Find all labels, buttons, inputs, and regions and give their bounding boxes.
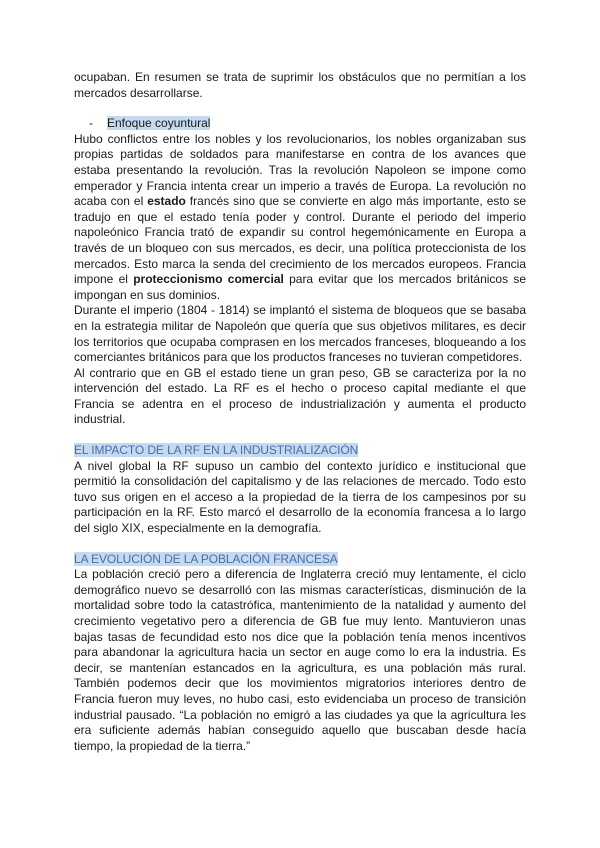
- spacer: [74, 537, 526, 552]
- spacer: [74, 101, 526, 116]
- text-run: Hubo conflictos entre los nobles y los revolucionarios, los nobles organizaban sus propias partidas de soldados para manifestarse en contra de los avances que estaba presentando la revolución. Tras la revolución Napoleon se impone como emperador y Francia intenta crear un imperio a través de Europa. La revolución no acaba con el: [74, 131, 526, 209]
- bold-term-estado: estado: [147, 194, 186, 209]
- bold-term-proteccionismo: proteccionismo comercial: [133, 272, 284, 287]
- intro-paragraph: ocupaban. En resumen se trata de suprimir los obstáculos que no permitían a los mercados desarrollarse.: [74, 70, 526, 100]
- bullet-enfoque-coyuntural: [74, 116, 526, 132]
- heading-text: LA EVOLUCIÓN DE LA POBLACIÓN FRANCESA: [74, 551, 338, 566]
- bullet-marker: -: [89, 116, 93, 131]
- bullet-label: Enfoque coyuntural: [107, 116, 211, 131]
- text-run: francés sino que se convierte en algo más importante, esto se tradujo en que el estado tenía poder y control. Durante el periodo del imperio napoleónico Francia trató de expandir su control hegemónicamente en Europa a través de un bloqueo con sus mercados, es decir, una política proteccionista de los mercados. Esto marca la senda del crecimiento de los mercados europeos. Francia impone el: [74, 194, 526, 287]
- poblacion-paragraph: La población creció pero a diferencia de Inglaterra creció muy lentamente, el ciclo demográfico nuevo se desarrolló con las mismas características, disminución de la mortalidad sobre todo la catastrófica, mantenimiento de la natalidad y aumento del crecimiento vegetativo pero a diferencia de GB fue muy lento. Mantuvieron unas bajas tasas de fecundidad esto nos dice que la población tenía menos incentivos para abandonar la agricultura hacia un sector en auge como lo era la industria. Es decir, se mantenían estancados en la agricultura, es una población más rural. También podemos decir que los movimientos migratorios interiores dentro de Francia fueron muy leves, no hubo casi, esto evidenciaba un proceso de transición industrial pausado. “La población no emigró a las ciudades ya que la agricultura les era suficiente además habían conseguido aquello que buscaban desde hacía tiempo, la propiedad de la tierra.”: [74, 567, 526, 753]
- heading-text: EL IMPACTO DE LA RF EN LA INDUSTRIALIZACIÓN: [74, 443, 359, 458]
- enfoque-paragraph-2: Durante el imperio (1804 - 1814) se implantó el sistema de bloqueos que se basaba en la estrategia militar de Napoleón que quería que sus objetivos militares, es decir los territorios que ocupaba comprasen en los mercados franceses, bloqueando a los comerciantes británicos para que los productos franceses no tuvieran competidores.: [74, 303, 526, 365]
- document-body: [74, 70, 526, 754]
- section-heading-poblacion: [74, 552, 526, 568]
- impacto-paragraph: A nivel global la RF supuso un cambio del contexto jurídico e institucional que permitió la consolidación del capitalismo y de las relaciones de mercado. Todo esto tuvo sus origen en el acceso a la propiedad de la tierra de los campesinos por su participación en la RF. Esto marcó el desarrollo de la economía francesa a lo largo del siglo XIX, especialmente en la demografía.: [74, 458, 526, 536]
- enfoque-paragraph-3: Al contrario que en GB el estado tiene un gran peso, GB se caracteriza por la no intervención del estado. La RF es el hecho o proceso capital mediante el que Francia se adentra en el proceso de industrialización y aumenta el producto industrial.: [74, 365, 526, 427]
- enfoque-paragraph-1: [74, 132, 526, 304]
- section-heading-impacto: [74, 443, 526, 459]
- text-run: para evitar que los mercados británicos se impongan en sus dominios.: [74, 272, 527, 302]
- spacer: [74, 428, 526, 443]
